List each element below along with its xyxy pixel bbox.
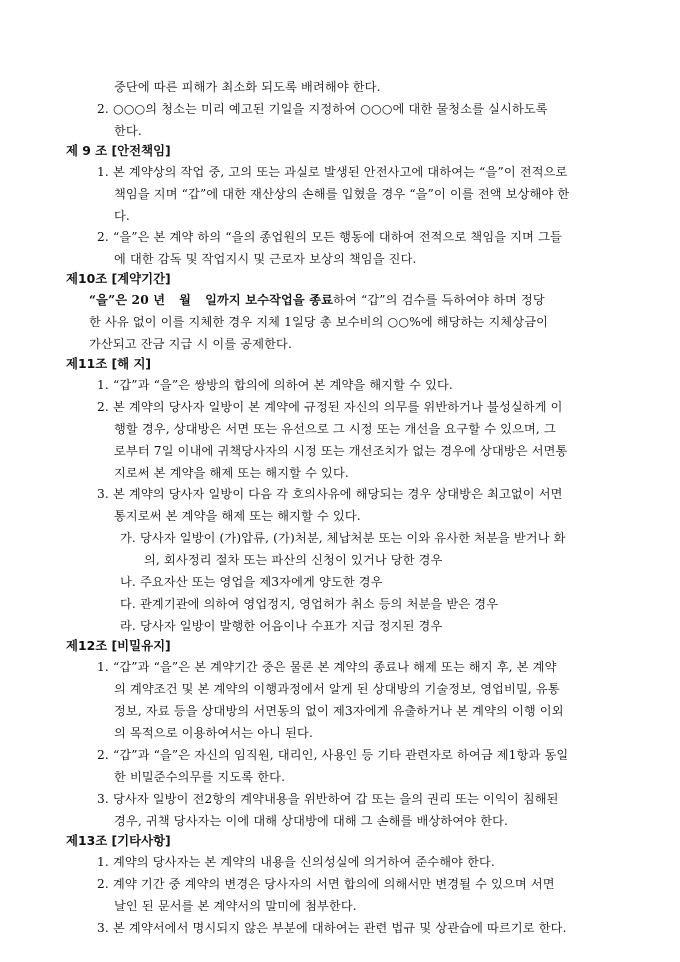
article-9-item-2-line-2: 에 대한 감독 및 작업지시 및 근로자 보상의 책임을 진다. <box>114 252 417 266</box>
article-11-item-1: 1. “갑”과 “을”은 쌍방의 합의에 의하여 본 계약을 해지할 수 있다. <box>97 378 453 392</box>
contract-period-year: “을”은 20 년 <box>89 293 166 307</box>
article-12-item-2: 2. “갑”과 “을”은 자신의 임직원, 대리인, 사용인 등 기타 관련자로 하여금 제1항과 동일 <box>97 748 569 762</box>
contract-period-month: 월 <box>179 293 192 307</box>
article-8-item-1-continued: 중단에 따른 피해가 최소화 되도록 배려해야 한다. <box>114 80 381 94</box>
article-13-heading: 제13조 [기타사항] <box>66 833 171 848</box>
article-12-item-1-line-2: 의 계약조건 및 본 계약의 이행과정에서 알게 된 상대방의 기술정보, 영업비밀, 유통 <box>114 682 560 696</box>
article-13-item-2-line-2: 날인 된 문서를 본 계약서의 말미에 첨부한다. <box>114 899 357 913</box>
article-13-item-3: 3. 본 계약서에서 명시되지 않은 부분에 대하여는 관련 법규 및 상관습에 따르기로 한다. <box>97 921 567 935</box>
article-10-body-line-2: 한 사유 없이 이를 지체한 경우 지체 1일당 총 보수비의 ○○%에 해당하는 지체상금이 <box>89 315 549 329</box>
article-11-item-2-line-2: 행할 경우, 상대방은 서면 또는 유선으로 그 시정 또는 개선을 요구할 수 있으며, 그 <box>114 422 556 436</box>
article-13-item-1: 1. 계약의 당사자는 본 계약의 내용을 신의성실에 의거하여 준수해야 한다. <box>97 855 495 869</box>
article-8-item-2: 2. ○○○의 청소는 미리 예고된 기일을 지정하여 ○○○에 대한 물청소를 실시하도록 <box>97 102 548 116</box>
article-11-item-2-line-3: 로부터 7일 이내에 귀책당사자의 시정 또는 개선조치가 없는 경우에 상대방은 서면통 <box>114 444 568 458</box>
article-12-item-1: 1. “갑”과 “을”은 본 계약기간 중은 물론 본 계약의 종료나 해제 또는 해지 후, 본 계약 <box>97 660 557 674</box>
article-12-item-1-line-3: 정보, 자료 등을 상대방의 서면동의 없이 제3자에게 유출하거나 본 계약의 이행 이외 <box>114 704 564 718</box>
article-10-body-line-1 <box>89 292 545 308</box>
article-11-item-3-line-2: 통지로써 본 계약을 해제 또는 해지할 수 있다. <box>114 509 361 523</box>
article-9-item-1: 1. 본 계약상의 작업 중, 고의 또는 과실로 발생된 안전사고에 대하여는 “을”이 전적으로 <box>97 165 568 179</box>
article-12-item-2-line-2: 한 비밀준수의무를 지도록 한다. <box>114 770 286 784</box>
article-12-item-3: 3. 당사자 일방이 전2항의 계약내용을 위반하여 갑 또는 을의 권리 또는 이익이 침해된 <box>97 792 559 806</box>
article-9-item-2: 2. “을”은 본 계약 하의 “을의 종업원의 모든 행동에 대하여 전적으로 책임을 지며 그들 <box>97 230 562 244</box>
article-11-item-3: 3. 본 계약의 당사자 일방이 다음 각 호의사유에 해당되는 경우 상대방은 최고없이 서면 <box>97 487 563 501</box>
article-11-heading: 제11조 [해 지] <box>66 356 152 371</box>
article-9-heading: 제 9 조 [안전책임] <box>66 143 171 158</box>
article-8-item-2-continued: 한다. <box>114 124 142 138</box>
article-9-item-1-line-3: 다. <box>114 209 130 223</box>
article-12-heading: 제12조 [비밀유지] <box>66 638 171 653</box>
article-10-heading: 제10조 [계약기간] <box>66 271 171 286</box>
article-11-item-2: 2. 본 계약의 당사자 일방이 본 계약에 규정된 자신의 의무를 위반하거나 불성실하게 이 <box>97 400 563 414</box>
article-12-item-3-line-2: 경우, 귀책 당사자는 이에 대해 상대방에 대해 그 손해를 배상하여야 한다. <box>114 814 509 828</box>
article-10-body-line-3: 가산되고 잔금 지급 시 이를 공제한다. <box>89 337 292 351</box>
article-9-item-1-line-2: 책임을 지며 “갑”에 대한 재산상의 손해를 입혔을 경우 “을”이 이를 전액 보상해야 한 <box>114 187 570 201</box>
article-10-body-text: 하여 “갑”의 검수를 득하여야 하며 정당 <box>333 293 545 307</box>
article-11-subitem-ga: 가. 당사자 일방이 (가)압류, (가)처분, 체납처분 또는 이와 유사한 처분을 받거나 화 <box>120 531 566 545</box>
article-13-item-2: 2. 계약 기간 중 계약의 변경은 당사자의 서면 합의에 의해서만 변경될 수 있으며 서면 <box>97 877 555 891</box>
article-11-item-2-line-4: 지로써 본 계약을 해제 또는 해지할 수 있다. <box>114 466 349 480</box>
contract-period-end: 일까지 보수작업을 종료 <box>205 293 334 307</box>
article-11-subitem-ga-line-2: 의, 회사정리 절차 또는 파산의 신청이 있거나 당한 경우 <box>144 553 443 567</box>
article-11-subitem-da: 다. 관계기관에 의하여 영업정지, 영업허가 취소 등의 처분을 받은 경우 <box>120 597 499 611</box>
article-12-item-1-line-4: 의 목적으로 이용하여서는 아니 된다. <box>114 726 313 740</box>
article-11-subitem-na: 나. 주요자산 또는 영업을 제3자에게 양도한 경우 <box>120 575 383 589</box>
article-11-subitem-ra: 라. 당사자 일방이 발행한 어음이나 수표가 지급 정지된 경우 <box>120 619 443 633</box>
